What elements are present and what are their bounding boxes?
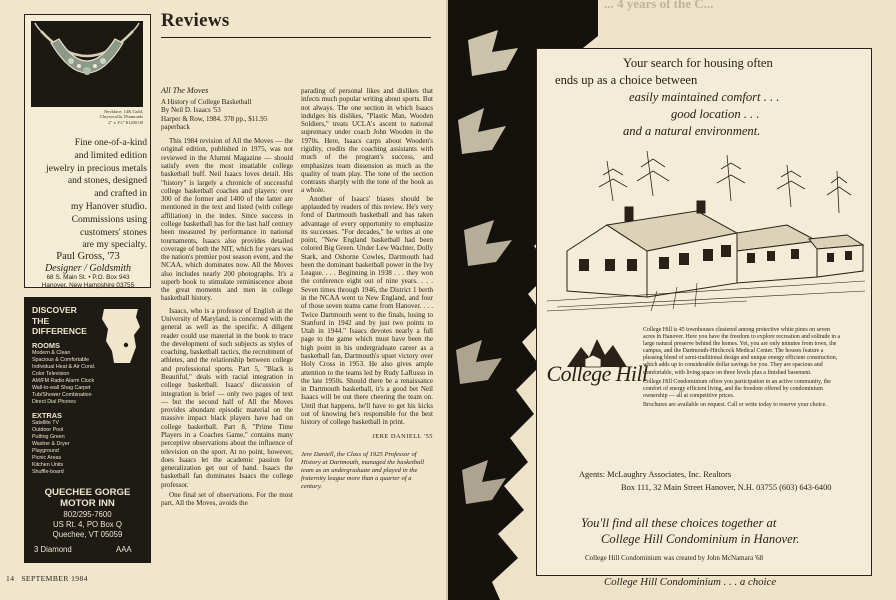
vermont-map-icon (100, 307, 142, 365)
photo-caption: Necklace: 14K Gold, Chrysocolla, Diamonds 2" x 1½" $1200.00 (99, 109, 143, 125)
book-title: All The Moves (161, 86, 209, 95)
rooms-heading: ROOMS (32, 341, 60, 350)
jeweler-signature (29, 251, 147, 290)
college-hill-logo (545, 329, 649, 397)
ad-headline-line: and a natural environment. (623, 124, 761, 138)
jeweler-title: Designer / Goldsmith (44, 263, 132, 274)
reviewer-signature: JERE DANIELL '55 (372, 432, 433, 440)
page-folio: 14 SEPTEMBER 1984 (6, 574, 88, 583)
jeweler-name: Paul Gross, '73 (56, 251, 120, 262)
necklace-photo (31, 21, 143, 107)
logo-wordmark: College Hill (546, 361, 648, 386)
extras-list: Satellite TV Outdoor Pool Putting Green Washer & Dryer Playground Picnic Areas Kitchen Units Shuffle-board (32, 420, 70, 475)
review-paragraph: This 1984 revision of All the Moves — the original edition, published in 1975, was not reviewed in the Alumni Magazine — should satisfy even the most insatiable college basketball buff. Neil Isaacs loves detail. His "history" is largely a chronicle of successful college basketball coaches and players: over 300 of the former and 1400 of the latter are mentioned in the text and listed (with college affiliation) in the index. Since success in college basketball has for the last half century been measured by performance in national tournaments, Isaacs also provides detailed coverage of both the NIT, which for years was the nation's premier post season event, and the NCAA, which dominates now. All the Moves also includes nearly 200 photographs. It's a superb book to stimulate reminiscence about the great moments and men in college basketball history. (161, 137, 293, 303)
ad-body-copy: College Hill is 45 townhouses clustered among protective white pines on seven acres in Hanover. Here you have the freedom to explore recreation and solitude in a large natural preserve behind the homes. Yet, you are only minutes from town, the campus, and the Dartmouth-Hitchcock Medical Center. The houses feature a pleasing blend of semi-traditional design and unique energy efficient construction, which adds up to considerable dollar savings for you. They are spacious and comfortable, with living space on three levels plus a finished basement. College Hill Condominium offers you participation in an active community, the comfort of energy efficient living, and the freedom offered by condominium ownership — all at competitive prices. Brochures are available on request. Call or write today to reserve your choice. (643, 327, 841, 408)
rooms-list: Modern & Clean Spacious & Comfortable Individual Heat & Air Cond. Color Television AM/FM Radio Alarm Clock Wall-to-wall Shag Carpet Tub/Shower Combination Direct Dial Phones (32, 350, 96, 405)
review-paragraph: One final set of observations. For the most part, All the Moves, avoids the (161, 490, 293, 508)
section-title: Reviews (161, 10, 230, 31)
running-head: ... 4 years of the C... (604, 0, 714, 11)
agents-block (579, 469, 839, 494)
ad-tagline: You'll find all these choices together at College Hill Condominium in Hanover. (581, 516, 800, 546)
book-meta: A History of College Basketball By Neil D. Isaacs '53 Harper & Row, 1984. 378 pp., $11.95 paperback (161, 98, 268, 131)
title-rule (161, 37, 431, 38)
inn-rating: 3 Diamond (34, 545, 72, 554)
ad-headline-line: easily maintained comfort . . . (629, 90, 780, 104)
reviewer-bio: Jere Daniell, the Class of 1925 Professor of History at Dartmouth, managed the basketball team as an undergraduate and played in the fraternity league more than a quarter of a century. (301, 450, 425, 490)
agents-line: Agents: McLaughry Associates, Inc. Realtors (579, 470, 732, 479)
jewelry-ad-copy: Fine one-of-a-kind and limited edition jewelry in precious metals and stones, designed and crafted in my Hanover studio. Commissions using customers' stones are my specialty. (46, 137, 147, 251)
review-column-2 (301, 87, 433, 491)
townhouse-sketch (547, 141, 865, 313)
architect-credit: College Hill Condominium was created by John McNamara '68 (585, 554, 764, 562)
ad-footer-slogan: College Hill Condominium . . . a choice (604, 576, 777, 588)
inn-headline: DISCOVER THE DIFFERENCE (32, 305, 87, 337)
college-hill-ad (536, 48, 872, 576)
review-column-1 (161, 86, 293, 508)
inn-address: 802/295-7600 US Rt. 4, PO Box Q Quechee, VT 05059 (52, 510, 123, 539)
review-paragraph: Isaacs, who is a professor of English at the University of Maryland, is concerned with the general as well as the specific. A diligent reader could use material in the book to trace the development of such subjects as styles of coaching, basketball tactics, the recruitment of athletes, and the relationship between college and professional sports. Part 5, "Black is Beautiful," deals with racial integration in college basketball. Isaacs' discussion of integration is brief — only two pages of text — but the second half of All the Moves provides abundant episodic material on the massive impact black players have had on college basketball. Part 8, "Prime Time Players in a Coaches Game," contains many perceptive observations about the influence of television on the sport. At no point, however, does Isaacs let the academic passion for generalization get out of hand. Isaacs the basketball fan dominates Isaacs the college professor. (161, 306, 293, 489)
jewelry-ad (24, 14, 151, 288)
right-page (448, 0, 896, 600)
extras-heading: EXTRAS (32, 411, 62, 420)
motor-inn-ad (24, 297, 151, 563)
ad-headline-line: good location . . . (671, 107, 760, 121)
review-paragraph: Another of Isaacs' biases should be applauded by readers of this review. He's very fond of Dartmouth basketball and has taken advantage of every opportunity to emphasize its successes. "For decades," he writes at one point, "New England basketball had been colored Big Green. Under Lew Wachter, Dolly Stark, and Osborne Cowles, Dartmouth had been the dominant basketball power in the Ivy League. . . . Beginning in 1938 . . . they won the conference eight out of nine years. . . . Seven times through 1946, the District 1 berth in the NCAA went to New England, and four of those seven teams came from Hanover. . . . Twice Dartmouth went to the finals, losing to Stanford in 1942 and by just two points to Utah in 1944." Isaacs devotes nearly a full page to the game which must have been the high point in his undergraduate career as a basketball fan, Dartmouth's upset victory over Holy Cross in 1953. He also gives ample attention to the teams led by Rudy LaRusso in the late 1950s. Should there be a renaissance in Dartmouth basketball, it's a good bet Neil Isaacs will be out there cheering the team on. Until that happens, he'll have to get his kicks out of knowing he's responsible for the best history of college basketball in print. (301, 194, 433, 427)
agents-address: Box 111, 32 Main Street Hanover, N.H. 03755 (603) 643-6400 (621, 482, 832, 492)
ad-headline-line: Your search for housing often (623, 56, 773, 70)
inn-affiliation: AAA (116, 545, 132, 554)
ad-headline-line: ends up as a choice between (555, 73, 698, 87)
jeweler-address-line: Hanover, New Hampshire 03755 (41, 282, 135, 289)
necklace-image (31, 21, 143, 107)
jeweler-address-line: 68 S. Main St. • P.O. Box 943 (46, 274, 130, 281)
review-paragraph: parading of personal likes and dislikes that infects much popular writing about sports. But not always. The one section in which Isaacs indulges his dislikes, "Plastic Man, Wooden Soldiers," treats UCLA's ascent to national supremacy under coach John Wooden in the 1970s. Here, Isaacs carps about Wooden's rigidity, credits the coaching assistants with much of the program's success, and emphasizes team dissension as much as the quality of team play. The tone of the section contrasts sharply with the tone of the book as a whole. (301, 87, 433, 195)
inn-name: QUECHEE GORGE MOTOR INN (44, 487, 131, 509)
